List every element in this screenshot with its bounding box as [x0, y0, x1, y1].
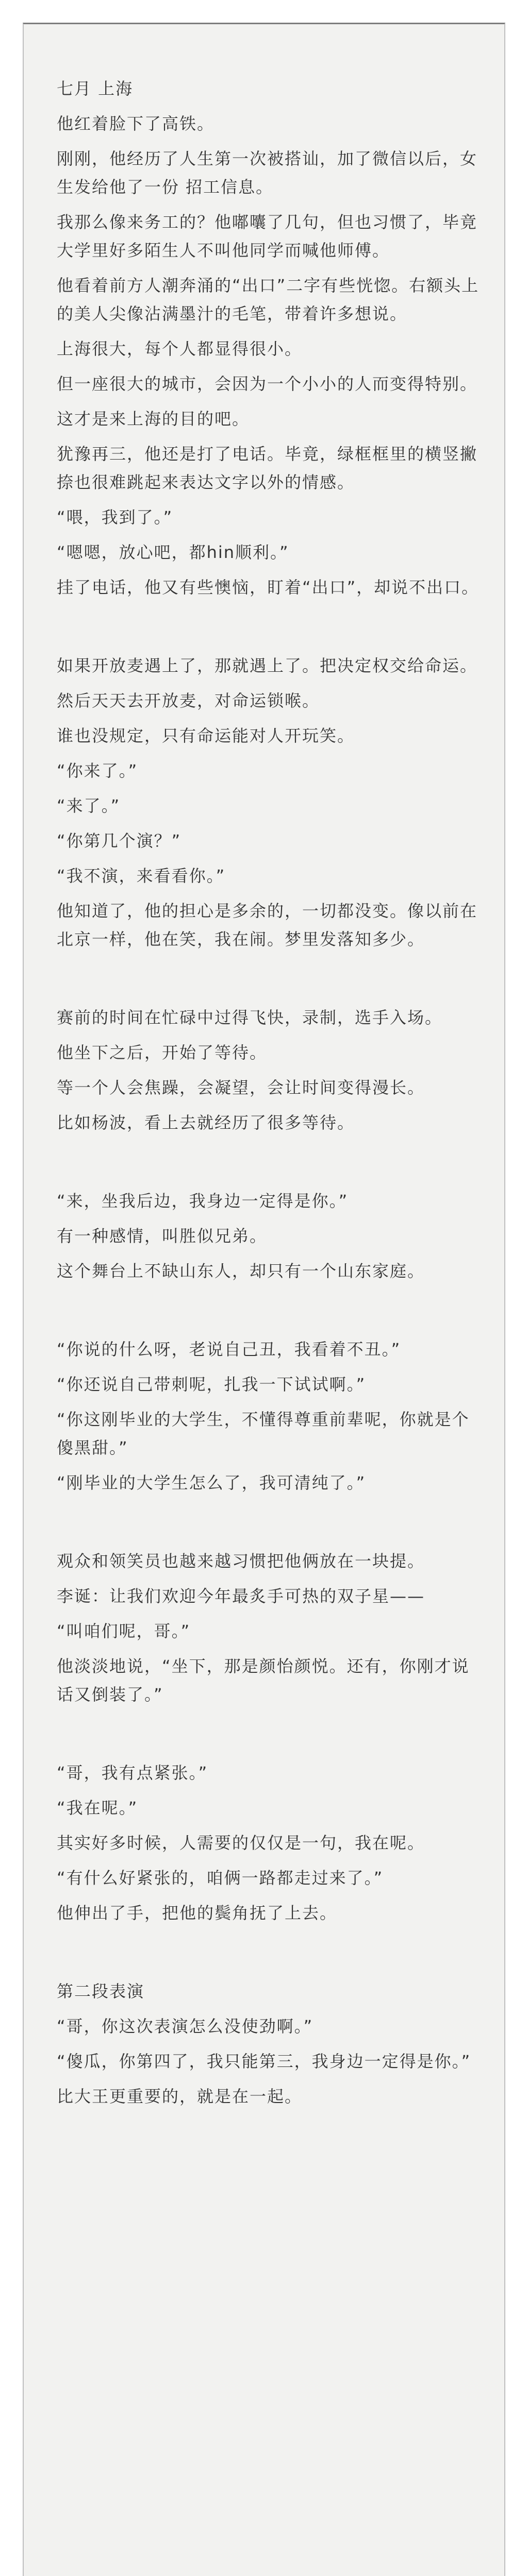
note-paragraph: 赛前的时间在忙碌中过得飞快，录制，选手入场。	[57, 1008, 443, 1027]
note-paragraph: “哥，你这次表演怎么没使劲啊。”	[57, 2016, 314, 2036]
note-paragraph: “我不演，来看看你。”	[57, 866, 226, 886]
note-paragraph: 然后天天去开放麦，对命运锁喉。	[57, 691, 320, 710]
note-paragraph: “傻瓜，你第四了，我只能第三，我身边一定得是你。”	[57, 2052, 471, 2071]
note-paragraph: 这才是来上海的目的吧。	[57, 409, 250, 429]
note-paragraph: 他淡淡地说，“坐下，那是颜怡颜悦。还有，你刚才说话又倒装了。”	[57, 1656, 470, 1704]
note-paragraph: 等一个人会焦躁，会凝望，会让时间变得漫长。	[57, 1078, 425, 1097]
note-paragraph: 我那么像来务工的？他嘟囔了几句，但也习惯了，毕竟大学里好多陌生人不叫他同学而喊他师傅。	[57, 212, 478, 260]
note-paragraph: “有什么好紧张的，咱俩一路都走过来了。”	[57, 1868, 384, 1888]
note-paragraph: “来，坐我后边，我身边一定得是你。”	[57, 1191, 349, 1211]
note-paragraph: “嗯嗯，放心吧，都hin顺利。”	[57, 543, 289, 562]
note-paragraph: 犹豫再三，他还是打了电话。毕竟，绿框框里的横竖撇捺也很难跳起来表达文字以外的情感。	[57, 444, 478, 492]
note-paragraph: 如果开放麦遇上了，那就遇上了。把决定权交给命运。	[57, 656, 478, 675]
note-paragraph: 比大王更重要的，就是在一起。	[57, 2087, 303, 2106]
note-paragraph: “你说的什么呀，老说自己丑，我看着不丑。”	[57, 1340, 401, 1359]
note-paragraph: 李诞：让我们欢迎今年最炙手可热的双子星——	[57, 1586, 425, 1606]
note-paragraph: 有一种感情，叫胜似兄弟。	[57, 1226, 268, 1246]
note-paragraph: 第二段表演	[57, 1981, 145, 2001]
note-paragraph: 谁也没规定，只有命运能对人开玩笑。	[57, 726, 355, 745]
note-paragraph: 他坐下之后，开始了等待。	[57, 1043, 268, 1062]
note-paragraph: “你第几个演？”	[57, 831, 182, 851]
note-paragraph: 他知道了，他的担心是多余的，一切都没变。像以前在北京一样，他在笑，我在闹。梦里发落知多少。	[57, 901, 478, 949]
note-paragraph: “我在呢。”	[57, 1798, 138, 1818]
note-paragraph: 这个舞台上不缺山东人，却只有一个山东家庭。	[57, 1261, 425, 1281]
note-paragraph: 七月 上海	[57, 79, 134, 98]
note-body	[57, 75, 480, 2111]
note-paragraph: “你还说自己带刺呢，扎我一下试试啊。”	[57, 1375, 366, 1394]
note-paragraph: “来了。”	[57, 796, 121, 816]
note-paragraph: 但一座很大的城市，会因为一个小小的人而变得特别。	[57, 374, 478, 394]
note-paragraph: 上海很大，每个人都显得很小。	[57, 339, 303, 359]
note-paragraph: “喂，我到了。”	[57, 507, 173, 527]
note-paragraph: 他伸出了手，把他的鬓角抚了上去。	[57, 1903, 338, 1923]
note-paragraph: 挂了电话，他又有些懊恼，盯着“出口”，却说不出口。	[57, 578, 480, 597]
note-paragraph: “刚毕业的大学生怎么了，我可清纯了。”	[57, 1473, 366, 1493]
note-paragraph: 比如杨波，看上去就经历了很多等待。	[57, 1113, 355, 1132]
note-paragraph: “哥，我有点紧张。”	[57, 1763, 208, 1783]
note-paragraph: “叫咱们呢，哥。”	[57, 1621, 191, 1641]
note-paragraph: “你来了。”	[57, 761, 138, 781]
note-paragraph: “你这刚毕业的大学生，不懂得尊重前辈呢，你就是个傻黑甜。”	[57, 1410, 470, 1458]
note-paragraph: 他看着前方人潮奔涌的“出口”二字有些恍惚。右额头上的美人尖像沾满墨汁的毛笔，带着许多想说。	[57, 276, 480, 324]
note-paragraph: 刚刚，他经历了人生第一次被搭讪，加了微信以后，女生发给他了一份 招工信息。	[57, 149, 478, 197]
note-paragraph: 他红着脸下了高铁。	[57, 114, 215, 133]
note-paragraph: 其实好多时候，人需要的仅仅是一句，我在呢。	[57, 1833, 425, 1853]
note-paragraph: 观众和领笑员也越来越习惯把他俩放在一块提。	[57, 1551, 425, 1571]
